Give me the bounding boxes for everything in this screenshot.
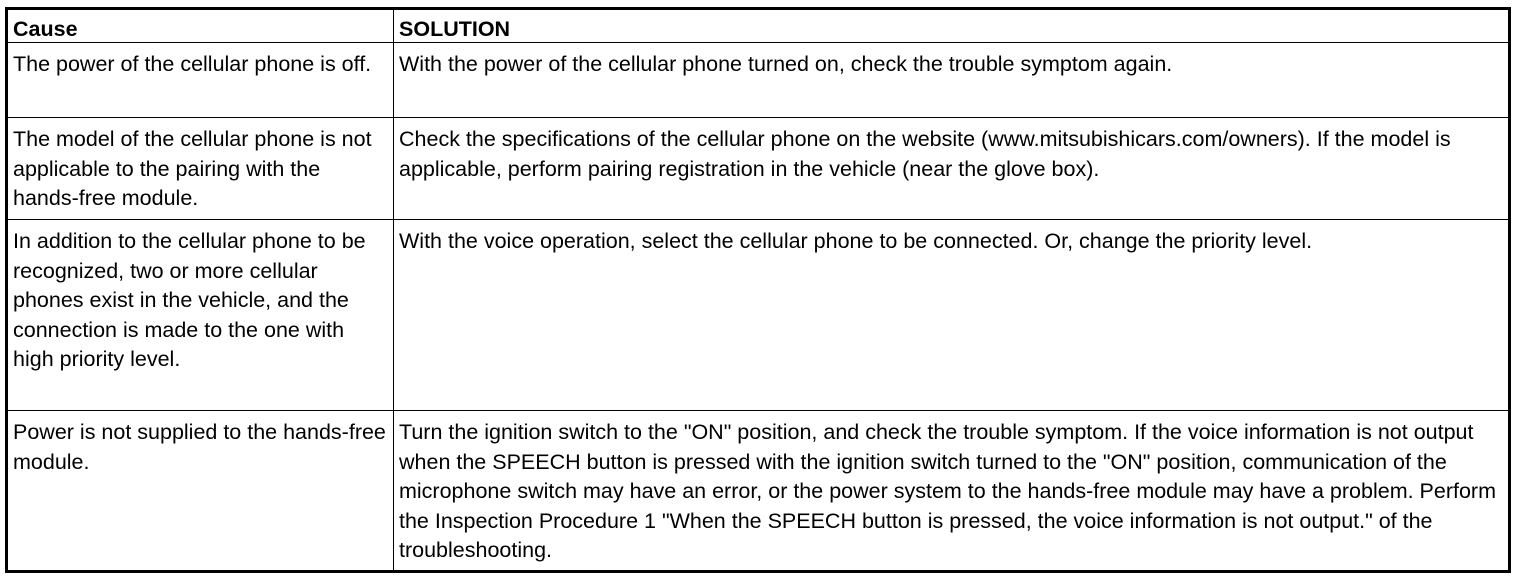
table-header xyxy=(7,9,1510,43)
cause-column-header: Cause xyxy=(7,9,394,43)
solution-column-header: SOLUTION xyxy=(394,9,1510,43)
troubleshooting-table xyxy=(5,7,1511,573)
table-body xyxy=(7,43,1510,572)
solution-cell: With the voice operation, select the cellular phone to be connected. Or, change the priority level. xyxy=(394,220,1510,411)
cause-cell: Power is not supplied to the hands-free module. xyxy=(7,411,394,572)
table-row xyxy=(7,411,1510,572)
table-row xyxy=(7,220,1510,411)
solution-cell: Turn the ignition switch to the "ON" position, and check the trouble symptom. If the voice information is not output when the SPEECH button is pressed with the ignition switch turned to the "ON" position, communication of the microphone switch may have an error, or the power system to the hands-free module may have a problem. Perform the Inspection Procedure 1 "When the SPEECH button is pressed, the voice information is not output." of the troubleshooting. xyxy=(394,411,1510,572)
cause-cell: The model of the cellular phone is not applicable to the pairing with the hands-free module. xyxy=(7,118,394,220)
table-row xyxy=(7,118,1510,220)
header-row xyxy=(7,9,1510,43)
troubleshooting-table-container xyxy=(5,7,1508,573)
cause-cell: In addition to the cellular phone to be recognized, two or more cellular phones exist in the vehicle, and the connection is made to the one with high priority level. xyxy=(7,220,394,411)
cause-cell: The power of the cellular phone is off. xyxy=(7,43,394,118)
solution-cell: Check the specifications of the cellular phone on the website (www.mitsubishicars.com/owners). If the model is applicable, perform pairing registration in the vehicle (near the glove box). xyxy=(394,118,1510,220)
table-row xyxy=(7,43,1510,118)
solution-cell: With the power of the cellular phone turned on, check the trouble symptom again. xyxy=(394,43,1510,118)
